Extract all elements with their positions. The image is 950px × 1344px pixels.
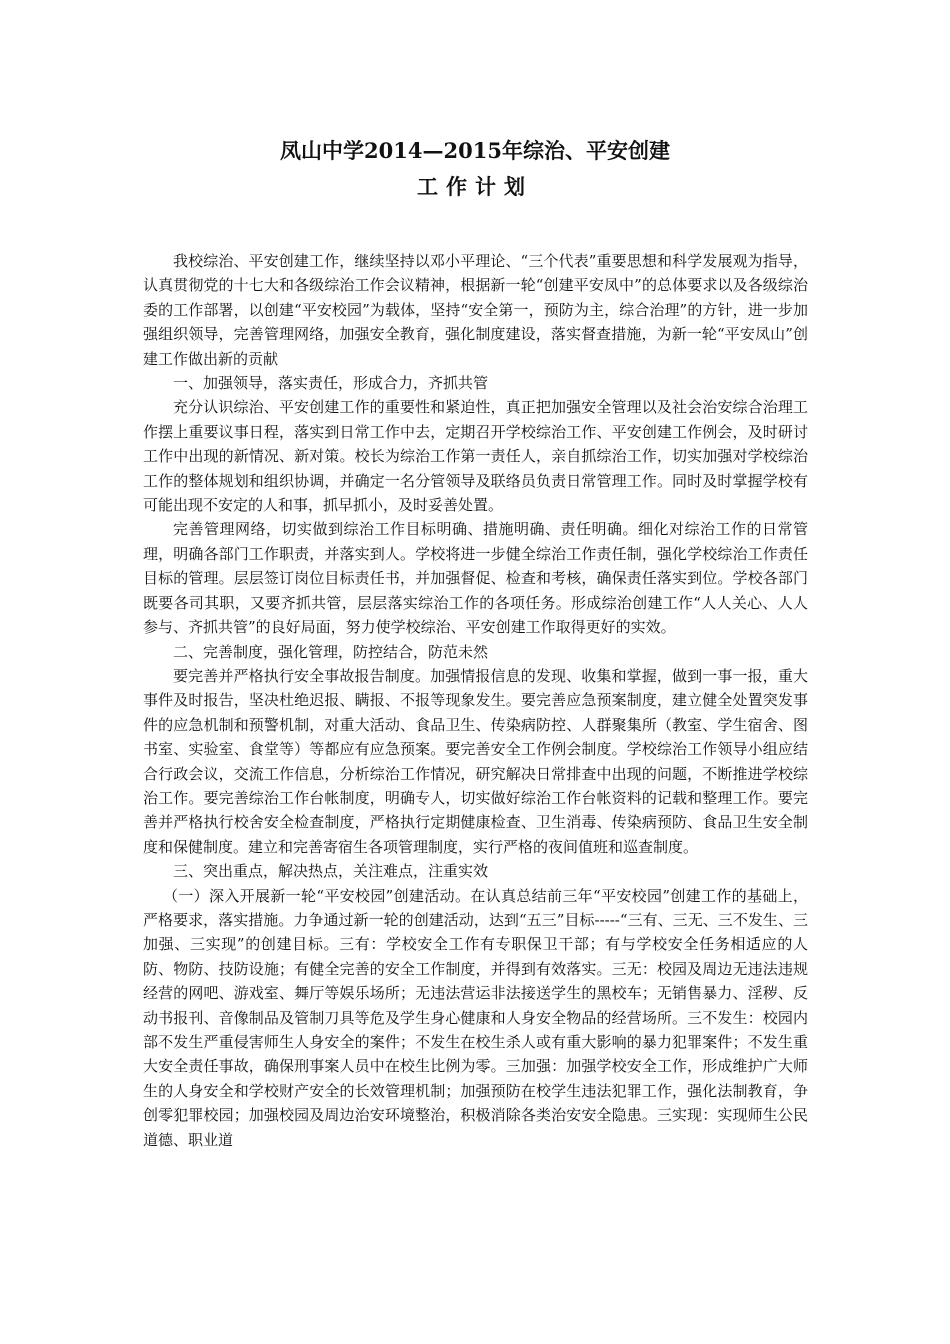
section-heading-3: 三、突出重点，解决热点，关注难点，注重实效 [173,862,489,881]
document-title: 凤山中学2014—2015年综治、平安创建 [280,138,670,163]
section-heading-2: 二、完善制度，强化管理，防控结合，防范未然 [173,642,489,661]
intro-paragraph: 我校综治、平安创建工作，继续坚持以邓小平理论、“三个代表”重要思想和科学发展观为指导，认真贯彻党的十七大和各级综治工作会议精神，根据新一轮“创建平安凤中”的总体要求以及各级综治委的工作部署，以创建“平安校园”为载体，坚持“安全第一，预防为主，综合治理”的方针，进一步加强组织领导，完善管理网络，加强安全教育，强化制度建设，落实督查措施，为新一轮“平安凤山”创建工作做出新的贡献 [143,252,808,368]
body-paragraph: （一）深入开展新一轮“平安校园”创建活动。在认真总结前三年“平安校园”创建工作的基础上，严格要求，落实措施。力争通过新一轮的创建活动，达到“五三”目标-----“三有、三无、三不发生、三加强、三实现”的创建目标。三有：学校安全工作有专职保卫干部；有与学校安全任务相适应的人防、物防、技防设施；有健全完善的安全工作制度，并得到有效落实。三无：校园及周边无违法违规经营的网吧、游戏室、舞厅等娱乐场所；无违法营运非法接送学生的黑校车；无销售暴力、淫秽、反动书报刊、音像制品及管制刀具等危及学生身心健康和人身安全物品的经营场所。三不发生：校园内部不发生严重侵害师生人身安全的案件；不发生在校生杀人或有重大影响的暴力犯罪案件；不发生重大安全责任事故，确保刑事案人员中在校生比例为零。三加强：加强学校安全工作，形成维护广大师生的人身安全和学校财产安全的长效管理机制；加强预防在校学生违法犯罪工作，强化法制教育，争创零犯罪校园；加强校园及周边治安环境整治，积极消除各类治安安全隐患。三实现：实现师生公民道德、职业道 [143,886,808,1149]
section-heading-1: 一、加强领导，落实责任，形成合力，齐抓共管 [173,374,489,393]
document-body [143,249,808,1152]
body-paragraph: 要完善并严格执行安全事故报告制度。加强情报信息的发现、收集和掌握，做到一事一报，重大事件及时报告，坚决杜绝迟报、瞒报、不报等现象发生。要完善应急预案制度，建立健全处置突发事件的应急机制和预警机制，对重大活动、食品卫生、传染病防控、人群聚集所（教室、学生宿舍、图书室、实验室、食堂等）等都应有应急预案。要完善安全工作例会制度。学校综治工作领导小组应结合行政会议，交流工作信息，分析综治工作情况，研究解决日常排查中出现的问题，不断推进学校综治工作。要完善综治工作台帐制度，明确专人，切实做好综治工作台帐资料的记载和整理工作。要完善并严格执行校舍安全检查制度，严格执行定期健康检查、卫生消毒、传染病预防、食品卫生安全制度和保健制度。建立和完善寄宿生各项管理制度，实行严格的夜间值班和巡查制度。 [143,666,808,856]
body-paragraph: 完善管理网络，切实做到综治工作目标明确、措施明确、责任明确。细化对综治工作的日常管理，明确各部门工作职责，并落实到人。学校将进一步健全综治工作责任制，强化学校综治工作责任目标的管理。层层签订岗位目标责任书，并加强督促、检查和考核，确保责任落实到位。学校各部门既要各司其职，又要齐抓共管，层层落实综治工作的各项任务。形成综治创建工作“人人关心、人人参与、齐抓共管”的良好局面，努力使学校综治、平安创建工作取得更好的实效。 [143,520,808,637]
body-paragraph: 充分认识综治、平安创建工作的重要性和紧迫性，真正把加强安全管理以及社会治安综合治理工作摆上重要议事日程，落实到日常工作中去，定期召开学校综治工作、平安创建工作例会，及时研讨工作中出现的新情况、新对策。校长为综治工作第一责任人，亲自抓综治工作，切实加强对学校综治工作的整体规划和组织协调，并确定一名分管领导及联络员负责日常管理工作。同时及时掌握学校有可能出现不安定的人和事，抓早抓小，及时妥善处置。 [143,398,808,515]
document-subtitle: 工作计划 [417,174,533,199]
